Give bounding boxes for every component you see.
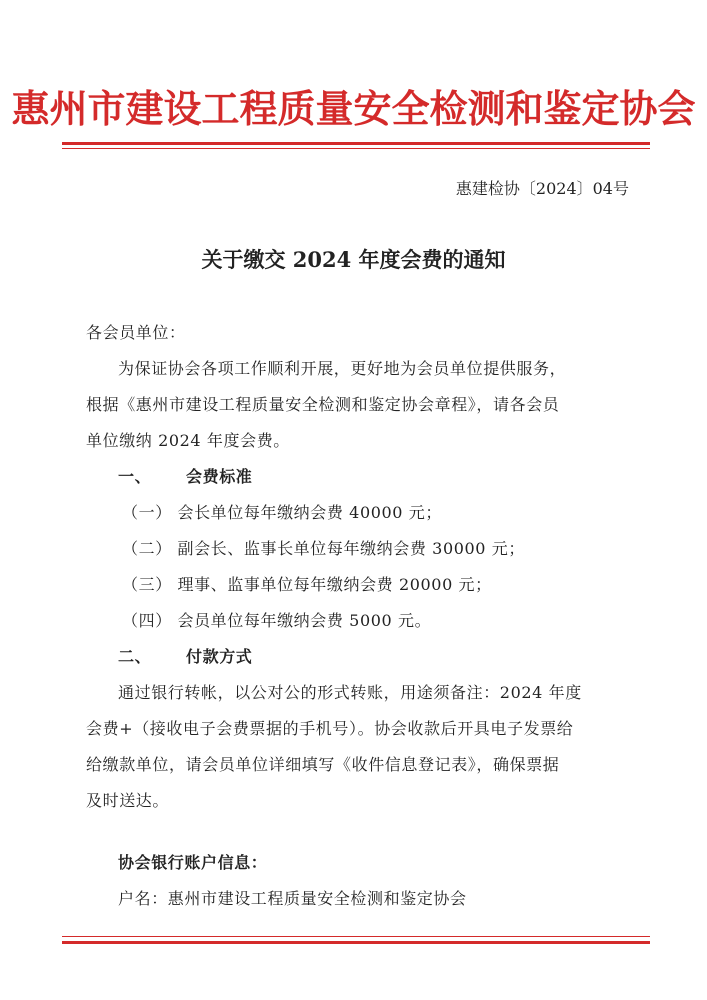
document-title: 关于缴交 2024 年度会费的通知	[201, 247, 506, 272]
fee-item: （四） 会员单位每年缴纳会费 5000 元。	[122, 611, 432, 630]
section-2-label: 二、	[118, 647, 152, 666]
organization-header: 惠州市建设工程质量安全检测和鉴定协会	[11, 86, 696, 131]
salutation: 各会员单位：	[86, 323, 186, 342]
payment-paragraph-line: 会费+（接收电子会费票据的手机号）。协会收款后开具电子发票给	[86, 719, 574, 738]
fee-item: （三） 理事、监事单位每年缴纳会费 20000 元；	[122, 575, 492, 594]
header-divider-thin	[62, 148, 650, 149]
intro-line: 单位缴纳 2024 年度会费。	[86, 431, 290, 450]
section-2-title: 付款方式	[186, 647, 253, 666]
footer-divider-thin	[62, 936, 650, 937]
footer-divider-thick	[62, 941, 650, 944]
bank-account-name: 户名：惠州市建设工程质量安全检测和鉴定协会	[118, 889, 467, 908]
payment-paragraph-line: 给缴款单位，请会员单位详细填写《收件信息登记表》，确保票据	[86, 755, 560, 774]
fee-item: （一） 会长单位每年缴纳会费 40000 元；	[122, 503, 442, 522]
payment-paragraph-line: 通过银行转帐，以公对公的形式转账，用途须备注：2024 年度	[118, 683, 582, 702]
payment-paragraph-line: 及时送达。	[86, 791, 170, 810]
document-number: 惠建检协〔2024〕04号	[455, 179, 629, 198]
intro-line: 为保证协会各项工作顺利开展，更好地为会员单位提供服务，	[118, 359, 567, 378]
section-1-title: 会费标准	[186, 467, 253, 486]
section-1-label: 一、	[118, 467, 152, 486]
bank-info-heading: 协会银行账户信息：	[118, 853, 268, 872]
fee-item: （二） 副会长、监事长单位每年缴纳会费 30000 元；	[122, 539, 525, 558]
intro-line: 根据《惠州市建设工程质量安全检测和鉴定协会章程》，请各会员	[86, 395, 560, 414]
header-divider-thick	[62, 142, 650, 145]
